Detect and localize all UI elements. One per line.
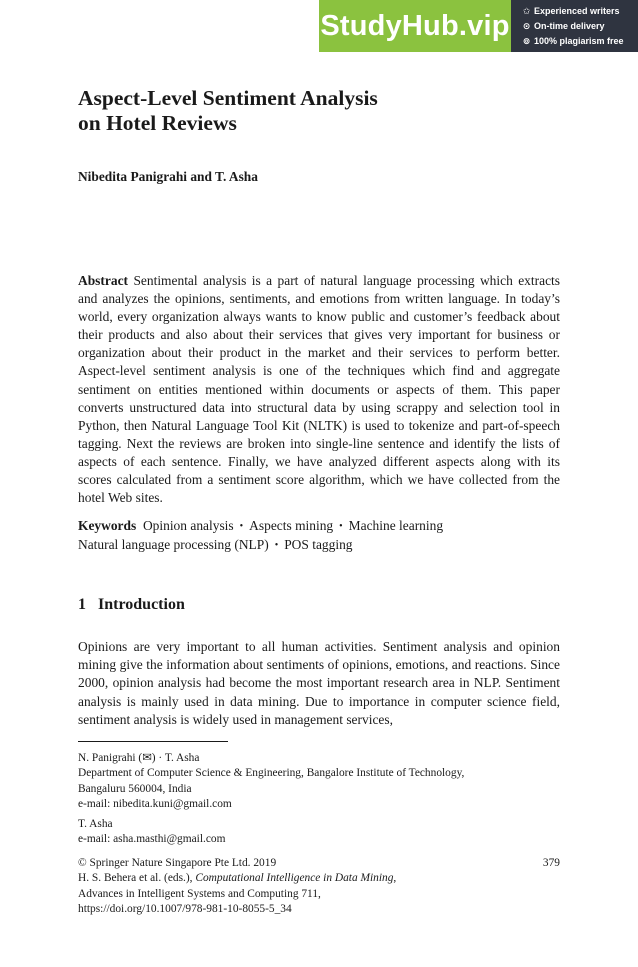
paper-title <box>78 86 498 136</box>
copyright-text: © Springer Nature Singapore Pte Ltd. 2019 <box>78 857 277 869</box>
abstract-label: Abstract <box>78 273 129 288</box>
star-icon: ✩ <box>522 5 531 16</box>
copyright-block <box>78 856 560 917</box>
affiliation-line-2: Bangaluru 560004, India <box>78 782 192 795</box>
shield-icon: ⊚ <box>522 35 531 46</box>
citation-punct: , <box>393 872 397 885</box>
keyword: Opinion analysis <box>142 518 234 533</box>
footnote-divider <box>78 741 228 742</box>
keywords <box>78 517 560 556</box>
feature-plagiarism-free <box>522 36 638 47</box>
keyword-separator: • <box>339 521 343 532</box>
feature-label: Experienced writers <box>534 6 620 16</box>
keywords-label: Keywords <box>78 518 137 533</box>
abstract <box>78 272 560 507</box>
author-email-1[interactable]: e-mail: nibedita.kuni@gmail.com <box>78 797 232 810</box>
citation-editors: H. S. Behera et al. (eds.), <box>78 872 196 885</box>
studyhub-banner[interactable] <box>319 0 638 52</box>
feature-label: On-time delivery <box>534 21 605 31</box>
footnotes <box>78 751 560 848</box>
keyword: Natural language processing (NLP) <box>78 537 269 553</box>
affiliation-line-1: Department of Computer Science & Engineering, Bangalore Institute of Technology, <box>78 767 465 780</box>
citation-line <box>78 871 560 886</box>
doi-link[interactable]: https://doi.org/10.1007/978-981-10-8055-5_34 <box>78 902 292 915</box>
corresponding-authors: N. Panigrahi (✉) · T. Asha <box>78 752 200 764</box>
feature-on-time-delivery <box>522 21 638 32</box>
series-line: Advances in Intelligent Systems and Computing 711, <box>78 887 321 900</box>
keyword: Machine learning <box>348 518 444 533</box>
keyword-separator: • <box>239 521 244 532</box>
feature-label: 100% plagiarism free <box>534 36 624 46</box>
copyright-line <box>78 856 560 871</box>
title-line-1: Aspect-Level Sentiment Analysis <box>78 86 378 110</box>
clock-icon: ⊙ <box>522 20 531 31</box>
keyword: Aspects mining <box>249 518 334 533</box>
studyhub-logo[interactable]: StudyHub.vip <box>319 0 511 52</box>
paper-authors: Nibedita Panigrahi and T. Asha <box>78 169 258 184</box>
banner-features <box>511 0 638 52</box>
second-author-name: T. Asha <box>78 818 113 831</box>
introduction-paragraph: Opinions are very important to all human activities. Sentiment analysis and opinion mining give the information about sentiments of opinions, emotions, and reactions. Since 2000, opinion analysis had become the most important research area in NLP. Sentiment analysis is mainly used in data mining. Due to importance in computer science field, sentiment analysis is widely used in management services, <box>78 639 560 727</box>
abstract-text: Sentimental analysis is a part of natural language processing which extracts and analyzes the opinions, sentiments, and emotions from written language. In today’s world, every organization always wants to know public and customer’s feedback about their products and also about their services that gives very important for business or organization about their product in the market and their services to perform better. Aspect-level sentiment analysis is one of the techniques which find and aggregate sentiment on entities mentioned within documents or aspects of them. This paper converts unstructured data into structural data by using scrappy and selection tool in Python, then Natural Language Tool Kit (NLTK) is used to tokenize and part-of-speech tagging. Next the reviews are broken into single-line sentence and identify the lists of aspects of each sentence. Finally, we have analyzed different aspects along with its scores calculated from a sentiment score algorithm, which we have collected from the hotel Web sites. <box>78 273 560 506</box>
title-line-2: on Hotel Reviews <box>78 111 237 135</box>
section-heading <box>78 596 185 614</box>
book-title: Computational Intelligence in Data Mining <box>195 872 394 885</box>
keyword: POS tagging <box>284 537 353 553</box>
feature-experienced-writers <box>522 6 638 17</box>
keyword-separator: • <box>274 540 279 552</box>
page-number: 379 <box>542 857 560 869</box>
section-number: 1 <box>78 596 86 613</box>
author-email-2[interactable]: e-mail: asha.masthi@gmail.com <box>78 833 226 846</box>
section-title: Introduction <box>98 596 185 613</box>
